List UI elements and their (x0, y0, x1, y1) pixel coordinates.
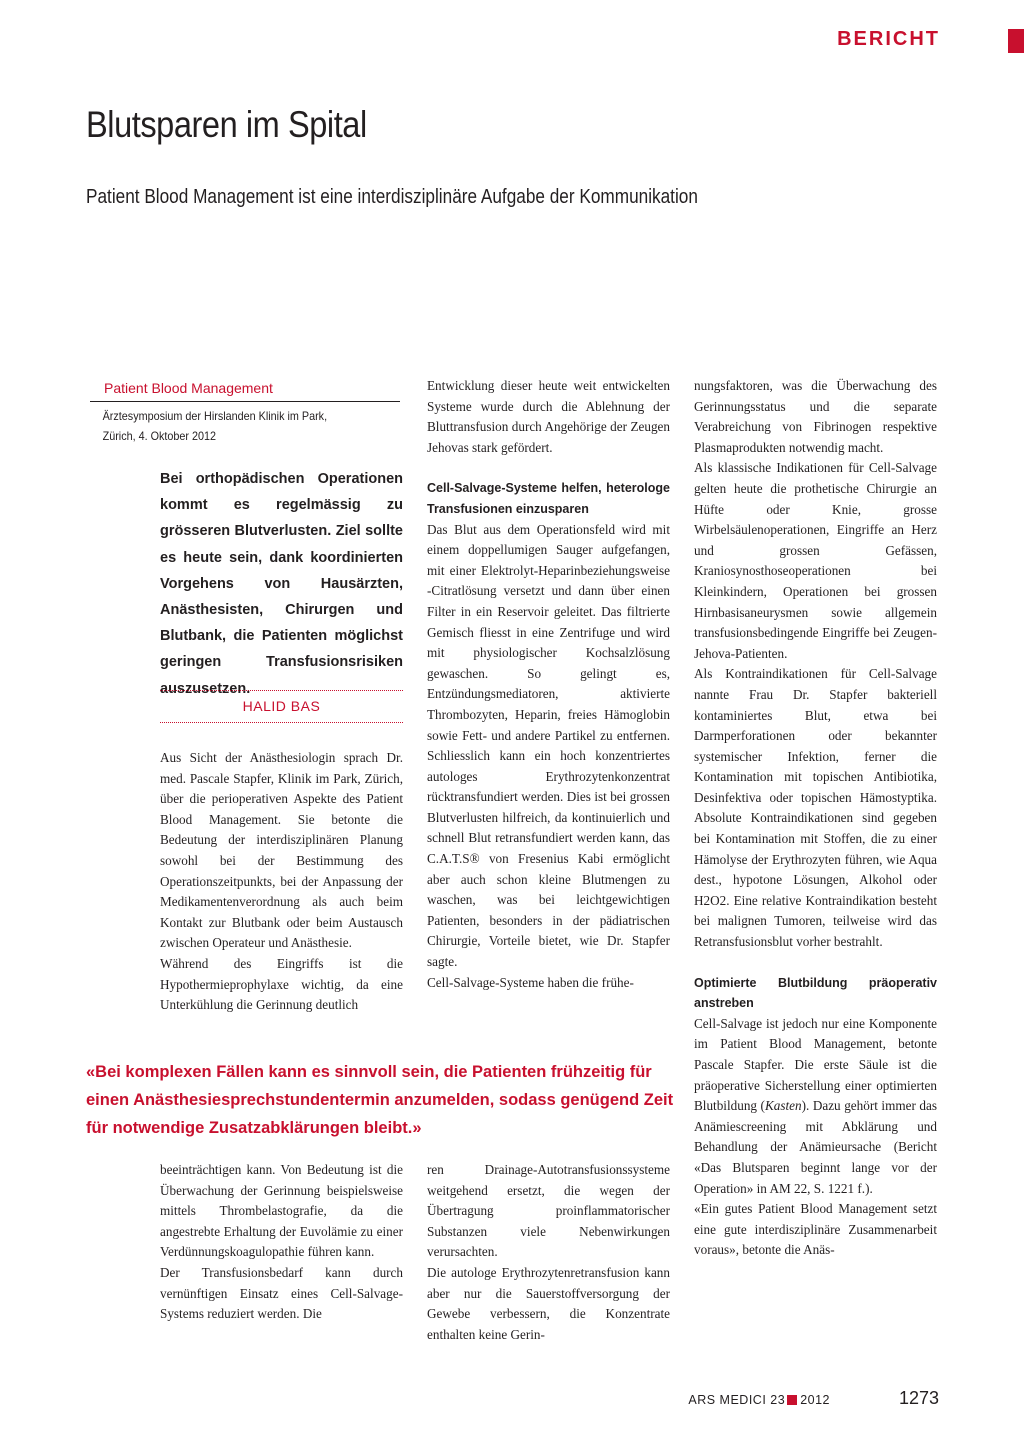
event-box-title: Patient Blood Management (90, 380, 400, 402)
column-1-top (160, 748, 403, 1016)
section-marker (1008, 29, 1024, 53)
body-paragraph: «Ein gutes Patient Blood Management setzt eine gute interdisziplinäre Zusammenarbeit voraus», betonte die Anäs- (694, 1201, 937, 1258)
article-title: Blutsparen im Spital (86, 104, 367, 145)
body-paragraph: Das Blut aus dem Operationsfeld wird mit einem doppellumigen Sauger aufgefangen, mit einer Elektrolyt-Heparinbeziehungsweise -Citratlösung versetzt und dann über einen Filter in ein Reservoir geleitet. Das filtrierte Gemisch fliesst in eine Zentrifuge und wird mit physiologischer Kochsalzlösung gewaschen. So gelingt es, Entzündungsmediatoren, aktivierte Thrombozyten, Heparin, freies Hämoglobin sowie Fett- und andere Partikel zu entfernen. Schliesslich kann ein hoch konzentriertes autologes Erythrozytenkonzentrat rücktransfundiert werden. Dies ist bei grossen Blutverlusten hilfreich, da kontinuierlich und schnell Blut retransfundiert werden kann, das C.A.T.S® von Fresenius Kabi ermöglicht aber auch schon kleine Blutmengen zu waschen, was bei leichtgewichtigen Patienten, besonders in der pädiatrischen Chirurgie, Vorteile bietet, wie Dr. Stapfer sagte. (427, 521, 670, 970)
body-paragraph: beeinträchtigen kann. Von Bedeutung ist die Überwachung der Gerinnung beispielsweise mittels Thrombelastografie, da die angestrebte Erhaltung der Euvolämie zu einer Verdünnungskoagulopathie führen kann. (160, 1162, 403, 1260)
body-text: ). Dazu gehört immer das Anämiescreening mit Abklärung und Behandlung der Anämieursache (Bericht «Das Blutsparen beginnt lange vor der Operation» in AM 22, S. 1221 f.). (694, 1098, 937, 1196)
column-2-top (427, 376, 670, 993)
body-paragraph: Die autologe Erythrozytenretransfusion kann aber nur die Sauerstoffversorgung der Gewebe verbessern, die Konzentrate enthalten keine Gerin- (427, 1264, 670, 1342)
subheading-blutbildung: Optimierte Blutbildung präoperativ anstreben (694, 975, 937, 1011)
author-divider-bottom (160, 722, 403, 723)
event-box-line-2: Zürich, 4. Oktober 2012 (102, 429, 217, 443)
body-paragraph: ren Drainage-Autotransfusionssysteme weitgehend ersetzt, die wegen der Übertragung proinflammatorischer Substanzen viele Nebenwirkungen verursachten. (427, 1162, 670, 1260)
article-subtitle: Patient Blood Management ist eine interdisziplinäre Aufgabe der Kommunikation (86, 186, 698, 208)
author-divider-top (160, 690, 403, 691)
column-3 (694, 376, 937, 1261)
column-1-bottom (160, 1160, 403, 1325)
section-label: BERICHT (837, 28, 940, 50)
event-info-box (90, 380, 400, 446)
lead-paragraph: Bei orthopädischen Operationen kommt es regelmässig zu grösseren Blutverlusten. Ziel sollte es heute sein, dank koordinierten Vorgehens von Hausärzten, Anästhesisten, Chirurgen und Blutbank, die Patienten möglichst geringen Transfusionsrisiken auszusetzen. (160, 471, 403, 697)
journal-year: 2012 (800, 1393, 830, 1407)
square-marker-icon (787, 1395, 797, 1405)
journal-name: ARS MEDICI 23 (688, 1393, 786, 1407)
body-paragraph: Entwicklung dieser heute weit entwickelten Systeme wurde durch die Ablehnung der Bluttransfusion durch Angehörige der Zeugen Jehovas stark gefördert. (427, 378, 670, 455)
body-text: Cell-Salvage ist jedoch nur eine Komponente im Patient Blood Management, betonte Pascale Stapfer. Die erste Säule ist die präoperative Sicherstellung einer optimierten Blutbildung ( (694, 1015, 937, 1114)
event-box-line-1: Ärztesymposium der Hirslanden Klinik im Park, (102, 409, 328, 423)
body-paragraph: Cell-Salvage-Systeme haben die frühe- (427, 974, 634, 990)
footer-journal (688, 1393, 830, 1407)
column-2-bottom (427, 1160, 670, 1345)
page-number: 1273 (899, 1388, 940, 1408)
body-paragraph (694, 1014, 937, 1199)
body-paragraph: Als Kontraindikationen für Cell-Salvage nannte Frau Dr. Stapfer bakteriell kontaminiertes Blut, etwa bei Darmperforationen oder bekannter systemischer Infektion, ferner die Kontamination mit topischen Antibiotika, Desinfektiva oder topischen Hämostyptika. Absolute Kontraindikationen sind gegeben bei Kontamination mit Stoffen, die zu einer Hämolyse der Erythrozyten führen, wie Aqua dest., hypotone Lösungen, Alkohol oder H2O2. Eine relative Kontraindikation besteht bei malignen Tumoren, teilweise wird das Retransfusionsblut vorher bestrahlt. (694, 666, 937, 950)
body-paragraph: Aus Sicht der Anästhesiologin sprach Dr. med. Pascale Stapfer, Klinik im Park, Zürich, über die perioperativen Aspekte des Patient Blood Management. Sie betonte die Bedeutung der interdisziplinären Planung sowohl bei der Bestimmung des Operationszeitpunkts, bei der Anpassung der Medikamentenverordnung als auch beim Kontakt zur Blutbank oder beim Austausch zwischen Operateur und Anästhesie. (160, 750, 403, 951)
box-reference: Kasten (764, 1098, 802, 1114)
subheading-cell-salvage: Cell-Salvage-Systeme helfen, heterologe Transfusionen einzusparen (427, 481, 670, 516)
body-paragraph: Während des Eingriffs ist die Hypothermieprophylaxe wichtig, da eine Unterkühlung die Gerinnung deutlich (160, 955, 403, 1013)
body-paragraph: Der Transfusionsbedarf kann durch vernünftigen Einsatz eines Cell-Salvage-Systems reduziert werden. Die (160, 1264, 403, 1322)
body-paragraph: nungsfaktoren, was die Überwachung des Gerinnungsstatus und die separate Verabreichung von Fibrinogen respektive Plasmaprodukten notwendig macht. (694, 378, 937, 455)
pull-quote: «Bei komplexen Fällen kann es sinnvoll sein, die Patienten frühzeitig für einen Anästhesiesprechstundentermin anzumelden, sodass genügend Zeit für notwendige Zusatzabklärungen bleibt.» (86, 1063, 674, 1137)
body-paragraph: Als klassische Indikationen für Cell-Salvage gelten heute die prothetische Chirurgie an Hüfte oder Knie, grosse Wirbelsäulenoperationen, Eingriffe an Herz und grossen Gefässen, Kraniosynosthoseoperationen bei Kleinkindern, Operationen bei grossen Hirnbasisaneurysmen sowie allgemein transfusionsbedingende Eingriffe bei Zeugen-Jehova-Patienten. (694, 460, 937, 661)
author-name: HALID BAS (242, 698, 321, 714)
